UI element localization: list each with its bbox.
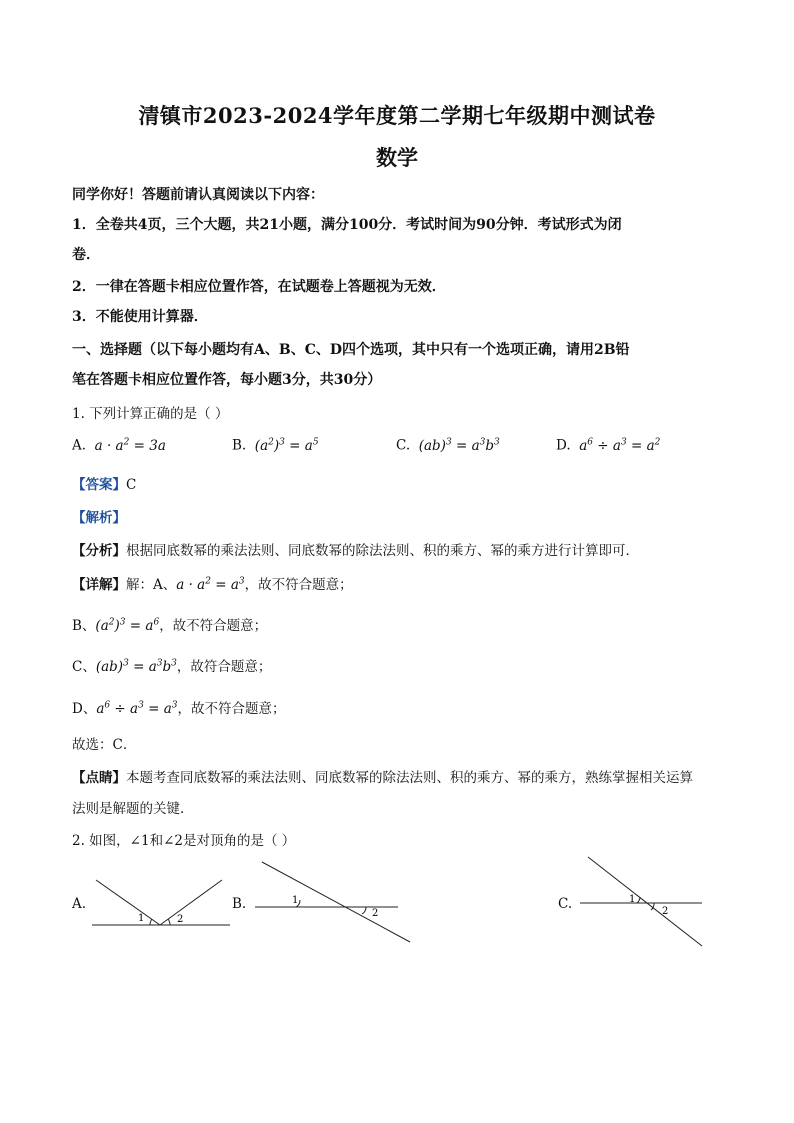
q1-option-a-formula: $a \cdot a^2 = 3a$ (90, 437, 166, 454)
instruction-3: 3．不能使用计算器． (72, 309, 208, 325)
figure-a-arc-1 (150, 919, 152, 925)
figure-a-arc-2 (168, 919, 170, 925)
q1-option-c-formula: $(ab)^3 = a^3b^3$ (414, 437, 500, 454)
detail-c-tail: ，故符合题意； (176, 659, 272, 675)
answer-value: C (126, 477, 137, 493)
instruction-1-line1: 1．全卷共4页，三个大题，共21小题，满分100分．考试时间为90分钟．考试形式为闭 (72, 217, 622, 233)
detail-d-tail: ，故不符合题意； (177, 701, 286, 717)
detail-b-head: B、 (72, 618, 96, 634)
dianjing-tag: 【点睛】 (72, 770, 126, 786)
figure-c-line-2 (588, 857, 702, 946)
section1-heading-line1: 一、选择题（以下每小题均有A、B、C、D四个选项，其中只有一个选项正确，请用2B铅 (72, 342, 630, 358)
detail-a-tail: ，故不符合题意； (244, 577, 353, 593)
q1-option-c-label: C. (396, 437, 411, 454)
answer-tag: 【答案】 (72, 477, 126, 493)
q2-option-a-label: A. (72, 896, 87, 912)
dianjing-text: 本题考查同底数幂的乘法法则、同底数幂的除法法则、积的乘方、幂的乘方，熟练掌握相关运算 (126, 770, 693, 786)
figure-b-line-2 (262, 862, 410, 942)
subject-title: 数学 (376, 145, 418, 170)
figure-a-left-ray (96, 880, 160, 925)
figure-a-right-ray (160, 880, 222, 925)
q1-conclusion: 故选：C． (72, 737, 137, 753)
detail-b-tail: ，故不符合题意； (159, 618, 268, 634)
figure-c-arc-1 (637, 897, 640, 903)
detail-d-formula: $a^6 \div a^3 = a^3$ (96, 700, 178, 717)
q1-dianjing-line2: 法则是解题的关键． (72, 801, 194, 817)
q1-option-a-label: A. (72, 437, 87, 454)
detail-tag: 【详解】 (72, 577, 126, 593)
detail-a-formula: $a \cdot a^2 = a^3$ (176, 576, 245, 593)
figure-c-angle-1: 1 (629, 894, 636, 905)
q1-option-b-label: B. (232, 437, 247, 454)
exam-title: 清镇市2023-2024学年度第二学期七年级期中测试卷 (138, 103, 656, 128)
figure-a (92, 880, 230, 925)
instructions-greeting: 同学你好！答题前请认真阅读以下内容： (72, 187, 324, 203)
figure-c-angle-2: 2 (662, 906, 669, 917)
q1-option-d-formula: $a^6 \div a^3 = a^2$ (574, 437, 661, 454)
q2-option-b-label: B. (232, 896, 247, 912)
analysis-tag: 【解析】 (72, 510, 126, 526)
q1-option-b-formula: $(a^2)^3 = a^5$ (250, 437, 319, 454)
figure-a-angle-2: 2 (177, 914, 184, 925)
fenxi-text: 根据同底数幂的乘法法则、同底数幂的除法法则、积的乘方、幂的乘方进行计算即可． (126, 543, 639, 559)
figure-c (580, 857, 702, 946)
detail-b-formula: $(a^2)^3 = a^6$ (95, 617, 160, 634)
q1-stem: 1. 下列计算正确的是（ ） (72, 406, 229, 422)
detail-d-head: D、 (72, 701, 97, 717)
section1-heading-line2: 笔在答题卡相应位置作答，每小题3分，共30分） (72, 372, 382, 388)
q1-option-d-label: D. (556, 437, 571, 454)
figure-b-arc-2 (362, 907, 366, 914)
figure-b-angle-2: 2 (372, 908, 379, 919)
figure-b-angle-1: 1 (292, 895, 299, 906)
instruction-1-line2: 卷． (72, 247, 100, 263)
q2-stem: 2. 如图，∠1和∠2是对顶角的是（ ） (72, 833, 296, 849)
instruction-2: 2．一律在答题卡相应位置作答，在试题卷上答题视为无效． (72, 279, 446, 295)
fenxi-tag: 【分析】 (72, 543, 126, 559)
detail-c-formula: $(ab)^3 = a^3b^3$ (95, 658, 177, 675)
figure-b (255, 862, 410, 942)
detail-c-head: C、 (72, 659, 96, 675)
q2-option-c-label: C. (558, 896, 573, 912)
detail-intro: 解：A、 (126, 577, 177, 593)
figure-a-angle-1: 1 (138, 913, 145, 924)
